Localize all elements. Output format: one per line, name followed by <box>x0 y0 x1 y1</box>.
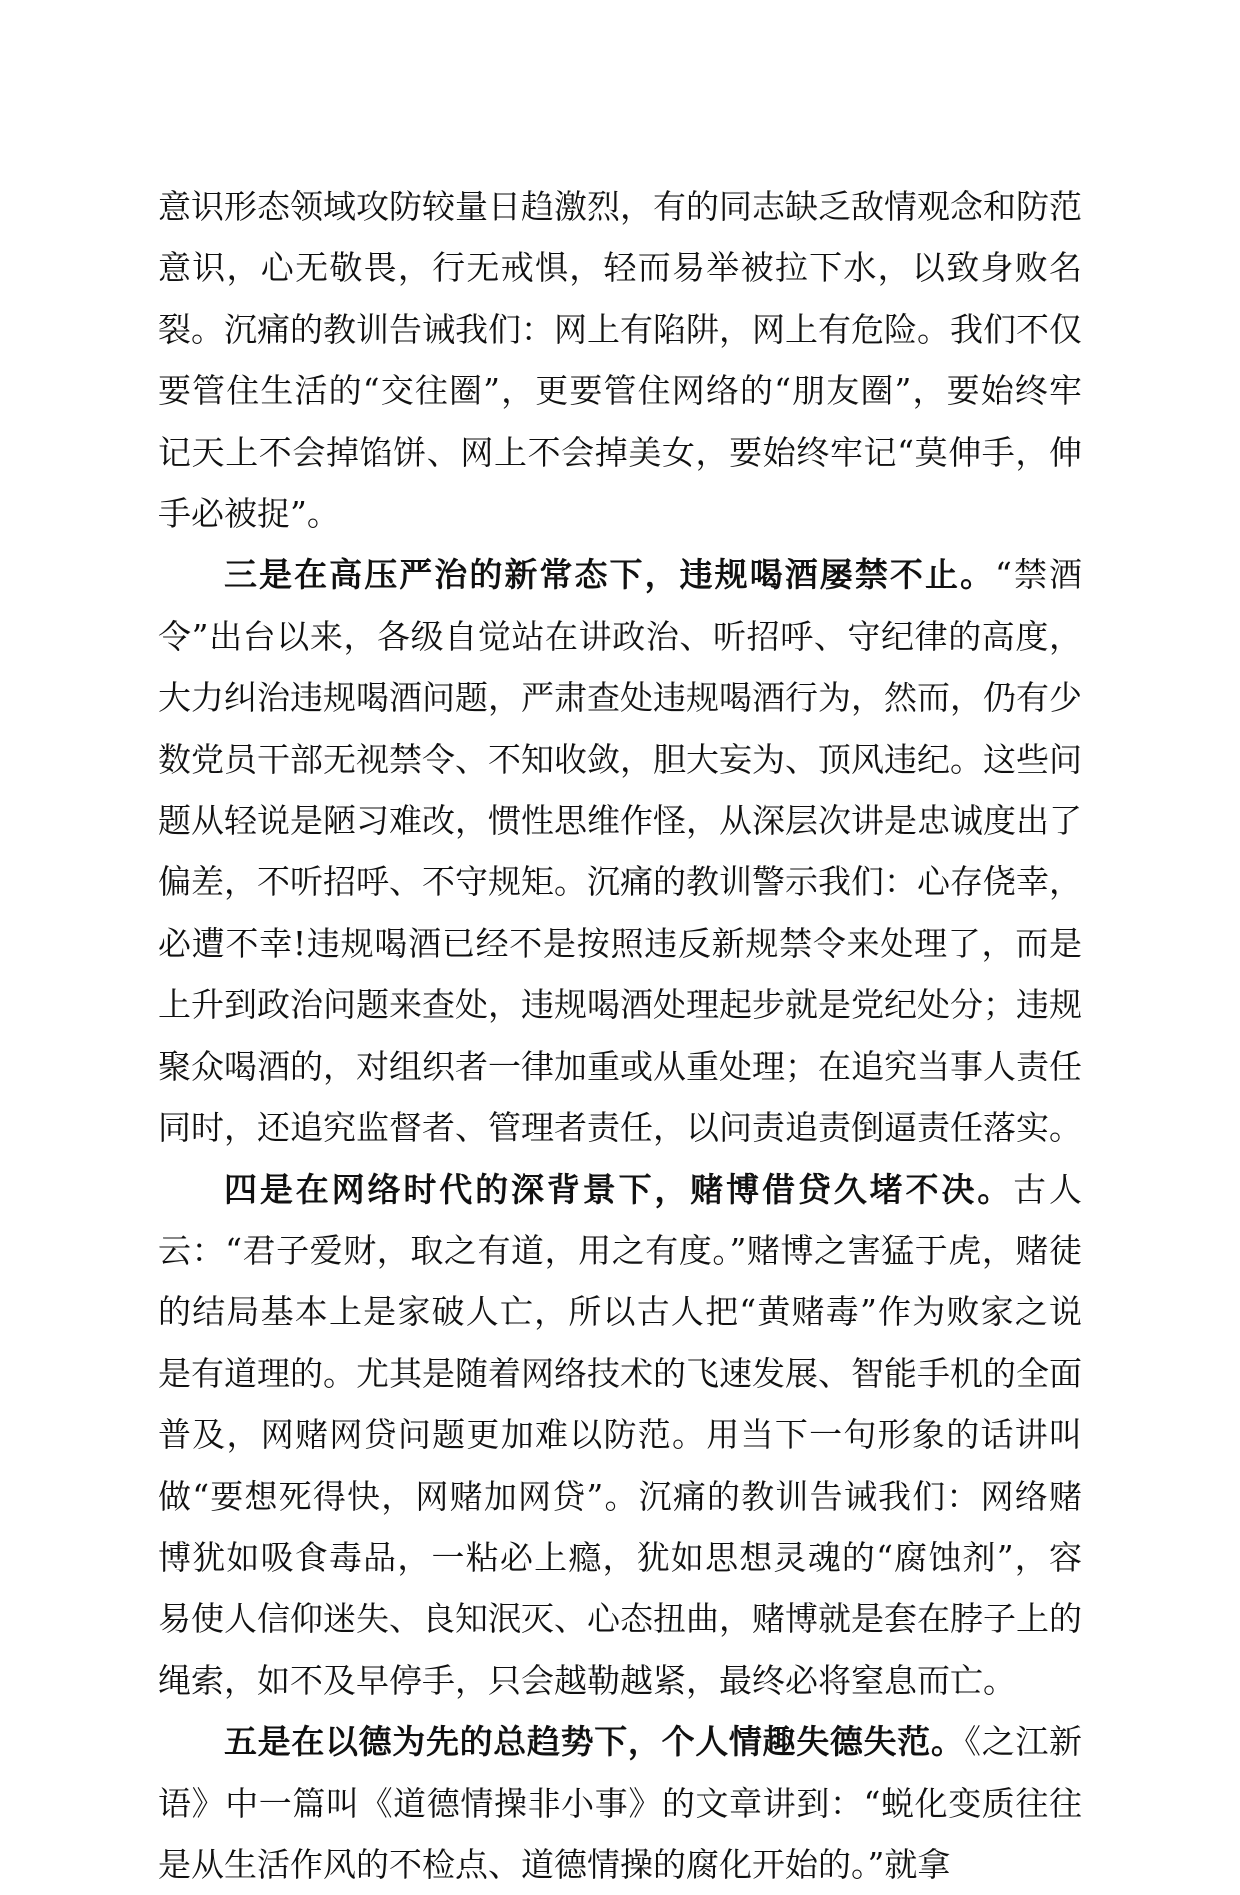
paragraph-lead: 三是在高压严治的新常态下，违规喝酒屡禁不止。 <box>224 555 996 595</box>
paragraph-drinking <box>158 544 1082 1158</box>
paragraph-body: 古人云：“君子爱财，取之有道，用之有度。”赌博之害猛于虎，赌徒的结局基本上是家破人亡，所以古人把“黄赌毒”作为败家之说是有道理的。尤其是随着网络技术的飞速发展、智能手机的全面普及，网赌网贷问题更加难以防范。用当下一句形象的话讲叫做“要想死得快，网赌加网贷”。沉痛的教训告诫我们：网络赌博犹如吸食毒品，一粘必上瘾，犹如思想灵魂的“腐蚀剂”，容易使人信仰迷失、良知泯灭、心态扭曲，赌博就是套在脖子上的绳索，如不及早停手，只会越勒越紧，最终必将窒息而亡。 <box>158 1169 1083 1700</box>
paragraph-body: 《之江新语》中一篇叫《道德情操非小事》的文章讲到：“蜕化变质往往是从生活作风的不检点、道德情操的腐化开始的。”就拿 <box>158 1722 1083 1884</box>
paragraph-body: 意识形态领域攻防较量日趋激烈，有的同志缺乏敌情观念和防范意识，心无敬畏，行无戒惧，轻而易举被拉下水，以致身败名裂。沉痛的教训告诫我们：网上有陷阱，网上有危险。我们不仅要管住生活的“交往圈”，更要管住网络的“朋友圈”，要始终牢记天上不会掉馅饼、网上不会掉美女，要始终牢记“莫伸手，伸手必被捉”。 <box>158 187 1082 534</box>
paragraph-lead: 五是在以德为先的总趋势下，个人情趣失德失范。 <box>224 1722 965 1762</box>
paragraph-continuation <box>158 176 1082 544</box>
document-page <box>158 176 1082 1895</box>
paragraph-body: “禁酒令”出台以来，各级自觉站在讲政治、听招呼、守纪律的高度，大力纠治违规喝酒问题，严肃查处违规喝酒行为，然而，仍有少数党员干部无视禁令、不知收敛，胆大妄为、顶风违纪。这些问题从轻说是陋习难改，惯性思维作怪，从深层次讲是忠诚度出了偏差，不听招呼、不守规矩。沉痛的教训警示我们：心存侥幸，必遭不幸!违规喝酒已经不是按照违反新规禁令来处理了，而是上升到政治问题来查处，违规喝酒处理起步就是党纪处分；违规聚众喝酒的，对组织者一律加重或从重处理；在追究当事人责任同时，还追究监督者、管理者责任，以问责追责倒逼责任落实。 <box>158 555 1082 1148</box>
paragraph-morality <box>158 1711 1082 1895</box>
paragraph-lead: 四是在网络时代的深背景下，赌博借贷久堵不决。 <box>224 1169 1014 1209</box>
paragraph-gambling <box>158 1159 1082 1712</box>
